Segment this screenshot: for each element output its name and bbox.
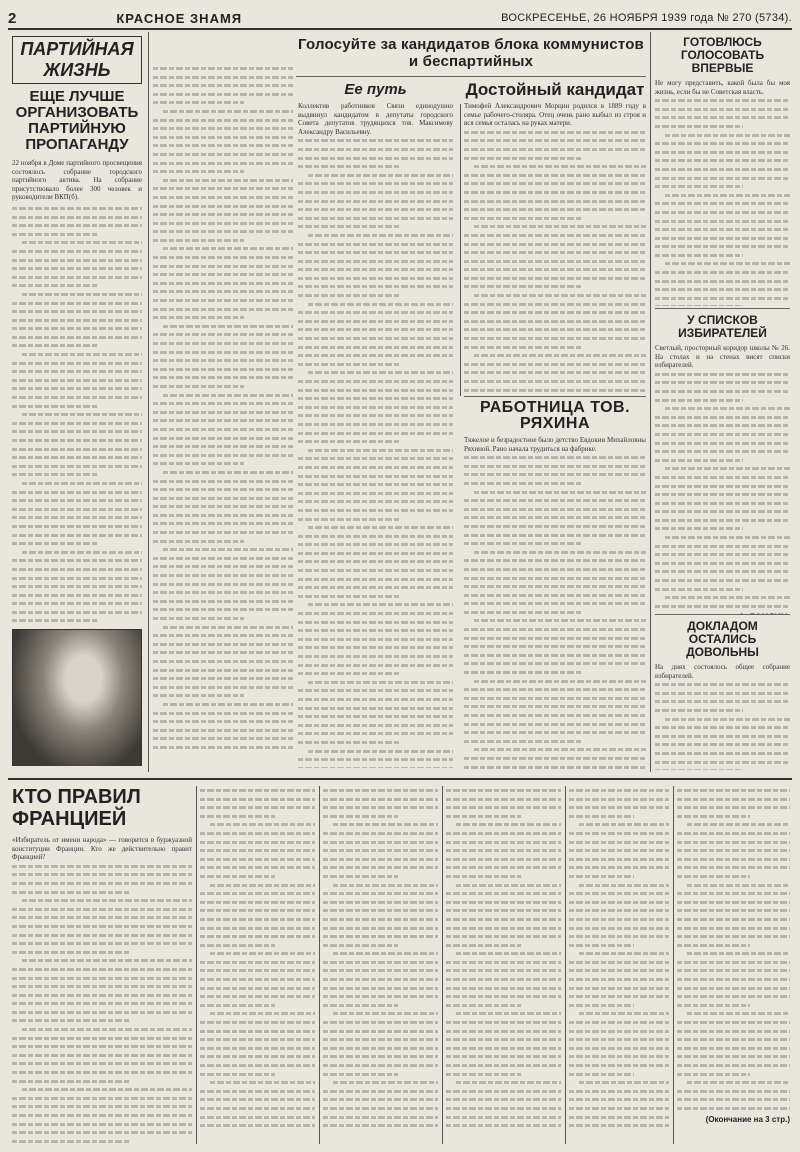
masthead <box>8 8 792 30</box>
reports-headline: ДОКЛАДОМ ОСТАЛИСЬ ДОВОЛЬНЫ <box>686 620 759 659</box>
party-life-article <box>12 36 142 766</box>
voter-lists-lead: Светлый, просторный коридор школы № 26. На столах и на стенах висят списки избирателей. <box>655 344 790 370</box>
column-rule <box>196 786 197 1144</box>
column-rule <box>319 786 320 1144</box>
bottom-section-rule <box>8 778 792 780</box>
ready-to-vote-lead: Не могу представить, какой была бы моя жизнь, если бы не Советская власть. <box>655 79 790 96</box>
ryakhina-article <box>464 400 646 770</box>
column-rule <box>442 786 443 1144</box>
banner-rule <box>296 76 646 77</box>
party-life-lead: 22 ноября в Доме партийного просвещения состоялось собрание городского партийного актива. На собрание присутствовало более 300 человек и руководители ВКП(б). <box>12 159 142 202</box>
portrait-photo <box>12 629 142 766</box>
party-life-continuation <box>153 64 293 764</box>
france-body-6 <box>677 786 790 1113</box>
continued-note: (Окончание на 3 стр.) <box>705 1114 790 1124</box>
ready-to-vote-headline: ГОТОВЛЮСЬ ГОЛОСОВАТЬ ВПЕРВЫЕ <box>680 36 765 75</box>
ryakhina-body <box>464 453 646 770</box>
france-body-4 <box>446 786 561 1144</box>
section-rule <box>464 396 646 397</box>
voter-lists-article <box>655 314 790 614</box>
worthy-candidate-lead: Тимофей Александрович Морцин родился в 1889 году в семье рабочего-столяра. Отец очень рано выбыл из строя и вся семья осталась на руках матери. <box>464 102 646 128</box>
ryakhina-headline: РАБОТНИЦА ТОВ. РЯХИНА <box>479 400 631 432</box>
her-path-lead: Коллектив работников Связи единодушно выдвинул кандидатом в депутаты городского Совета депутатов трудящихся тов. Максимову Александру Васильевну. <box>298 102 453 136</box>
page-number: 2 <box>8 9 17 27</box>
ryakhina-lead: Тяжелое и безрадостное было детство Евдокии Михайловны Ряхиной. Рано начала трудиться на фабрике. <box>464 436 646 453</box>
voter-lists-body <box>655 370 790 611</box>
voter-lists-headline: У СПИСКОВ ИЗБИРАТЕЛЕЙ <box>678 314 767 340</box>
ready-to-vote-article <box>655 36 790 306</box>
reports-lead: На днях состоялось общее собрание избирателей. <box>655 663 790 680</box>
rubric-party-life: ПАРТИЙНАЯ ЖИЗНЬ <box>12 36 142 84</box>
france-body-2 <box>200 786 315 1144</box>
section-rule <box>655 614 790 615</box>
column-rule <box>460 104 461 396</box>
france-article-intro <box>12 786 192 1144</box>
france-body-3 <box>323 786 438 1144</box>
party-life-body <box>12 204 142 625</box>
ready-to-vote-body <box>655 96 790 306</box>
her-path-headline: Ее путь <box>344 82 407 98</box>
column-rule <box>650 32 651 772</box>
section-rule <box>655 308 790 309</box>
worthy-candidate-headline: Достойный кандидат <box>465 82 645 99</box>
france-body-1 <box>12 862 192 1144</box>
reports-body <box>655 680 790 770</box>
worthy-candidate-article <box>464 82 646 394</box>
her-path-article <box>298 82 453 768</box>
reports-article <box>655 620 790 770</box>
column-rule <box>148 32 149 772</box>
column-rule <box>673 786 674 1144</box>
her-path-body <box>298 136 453 768</box>
france-headline: КТО ПРАВИЛ ФРАНЦИЕЙ <box>12 786 141 830</box>
newspaper-title: КРАСНОЕ ЗНАМЯ <box>116 10 243 26</box>
election-banner: Голосуйте за кандидатов блока коммунистов и беспартийных <box>298 36 644 70</box>
column-rule <box>565 786 566 1144</box>
france-lead: «Избиратель от имени народа» — говорится в буржуазной конституции Франции. Кто же действительно правит Францией? <box>12 836 192 862</box>
issue-date: ВОСКРЕСЕНЬЕ, 26 НОЯБРЯ 1939 года № 270 (5734). <box>501 12 792 24</box>
france-body-5 <box>569 786 669 1144</box>
france-article-end <box>677 786 790 1144</box>
worthy-candidate-body <box>464 128 646 394</box>
party-life-headline: ЕЩЕ ЛУЧШЕ ОРГАНИЗОВАТЬ ПАРТИЙНУЮ ПРОПАГАНДУ <box>15 88 139 153</box>
